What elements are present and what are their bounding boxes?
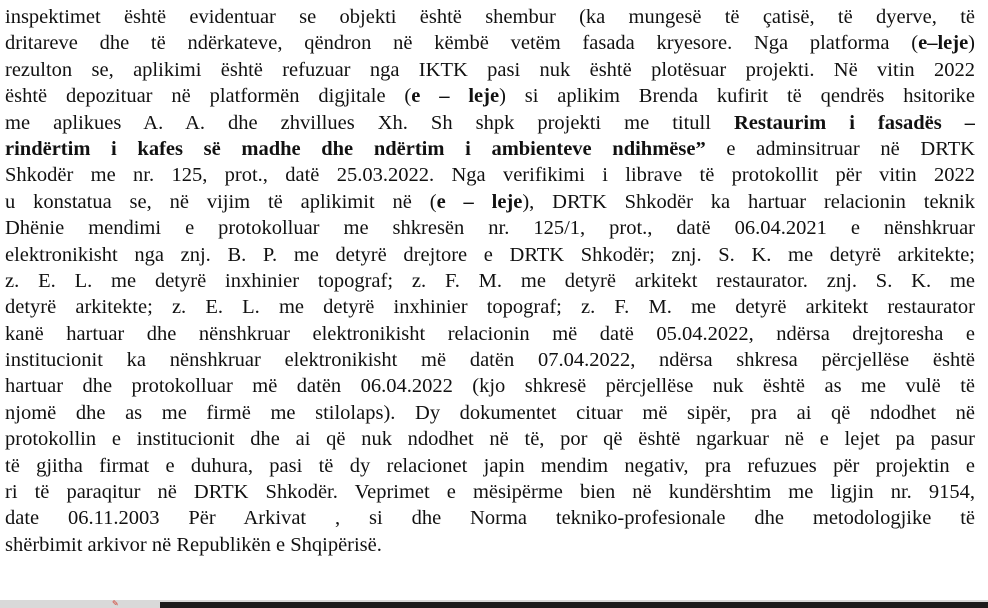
text-segment: të gjitha firmat e duhura, pasi të dy relacionet japin mendim negativ, pra refuzues për projektin e [5, 454, 975, 477]
text-line [5, 30, 975, 56]
text-segment: u konstatua se, në vijim të aplikimit në ( [5, 190, 437, 213]
text-line [5, 294, 975, 320]
bold-text-segment: e – leje [436, 190, 523, 213]
text-segment: me aplikues A. A. dhe zhvillues Xh. Sh shpk projekti me titull [5, 111, 734, 134]
bold-text-segment: e – leje [411, 85, 500, 108]
text-segment: ) [968, 32, 975, 55]
text-line [5, 268, 975, 294]
text-segment: ) si aplikim Brenda kufirit të qendrës hsitorike [499, 85, 975, 108]
text-line [5, 83, 975, 109]
text-line [5, 400, 975, 426]
text-line [5, 215, 975, 241]
text-line [5, 505, 975, 531]
text-segment: është depozituar në platformën digjitale ( [5, 85, 412, 108]
text-segment: elektronikisht nga znj. B. P. me detyrë drejtore e DRTK Shkodër; znj. S. K. me detyrë arkitekte; [5, 243, 975, 266]
bottom-dark-strip [160, 602, 988, 608]
text-segment: ri të paraqitur në DRTK Shkodër. Veprimet e mësipërme bien në kundërshtim me ligjin nr. 9154, [5, 481, 975, 504]
text-segment: Shkodër me nr. 125, prot., datë 25.03.2022. Nga verifikimi i librave të protokollit për vitin 2022 [5, 164, 975, 187]
text-line [5, 162, 975, 188]
pencil-mark-icon: ✎ [112, 599, 119, 608]
text-line [5, 110, 975, 136]
text-line [5, 4, 975, 30]
text-line [5, 242, 975, 268]
text-segment: njomë dhe as me firmë me stilolaps). Dy dokumentet cituar më sipër, pra ai që ndodhet në [5, 401, 975, 424]
text-line [5, 57, 975, 83]
bold-text-segment: rindërtim i kafes së madhe dhe ndërtim i ambienteve ndihmëse” [5, 137, 706, 160]
text-segment: protokollin e institucionit dhe ai që nuk ndodhet në të, por që është ngarkuar në e lejet pa pasur [5, 428, 975, 451]
text-segment: inspektimet është evidentuar se objekti është shembur (ka mungesë të çatisë, të dyerve, të [5, 6, 975, 28]
text-line [5, 347, 975, 373]
bottom-edge [0, 600, 988, 608]
text-segment: rezulton se, aplikimi është refuzuar nga IKTK pasi nuk është plotësuar projekti. Në vitin 2022 [5, 58, 975, 81]
text-segment: ), DRTK Shkodër ka hartuar relacionin teknik [522, 190, 975, 213]
text-segment: detyrë arkitekte; z. E. L. me detyrë inxhinier topograf; z. F. M. me detyrë arkitekt restaurator [5, 296, 975, 319]
text-line [5, 136, 975, 162]
text-line [5, 532, 975, 558]
text-segment: shërbimit arkivor në Republikën e Shqipërisë. [5, 533, 382, 556]
text-segment: institucionit ka nënshkruar elektronikisht më datën 07.04.2022, ndërsa shkresa përcjellëse është [5, 349, 975, 372]
text-line [5, 321, 975, 347]
text-line [5, 373, 975, 399]
text-segment: dritareve dhe të ndërkateve, qëndron në këmbë vetëm fasada kryesore. Nga platforma ( [5, 32, 919, 55]
text-segment: kanë hartuar dhe nënshkruar elektronikisht relacionin më datë 05.04.2022, ndërsa drejtoresha e [5, 322, 975, 345]
text-line [5, 189, 975, 215]
bold-text-segment: Restaurim i fasadës – [733, 111, 975, 134]
text-segment: hartuar dhe protokolluar më datën 06.04.2022 (kjo shkresë përcjellëse nuk është as me vulë të [5, 375, 975, 398]
text-line [5, 453, 975, 479]
document-body [5, 4, 975, 558]
text-segment: e adminsitruar në DRTK [705, 137, 975, 160]
text-segment: z. E. L. me detyrë inxhinier topograf; z. F. M. me detyrë arkitekt restaurator. znj. S. K. me [5, 269, 975, 292]
text-line [5, 479, 975, 505]
text-segment: date 06.11.2003 Për Arkivat , si dhe Norma tekniko-profesionale dhe metodologjike të [5, 507, 975, 530]
text-line [5, 426, 975, 452]
text-segment: Dhënie mendimi e protokolluar me shkresën nr. 125/1, prot., datë 06.04.2021 e nënshkruar [5, 217, 975, 240]
bold-text-segment: e–leje [918, 32, 969, 55]
